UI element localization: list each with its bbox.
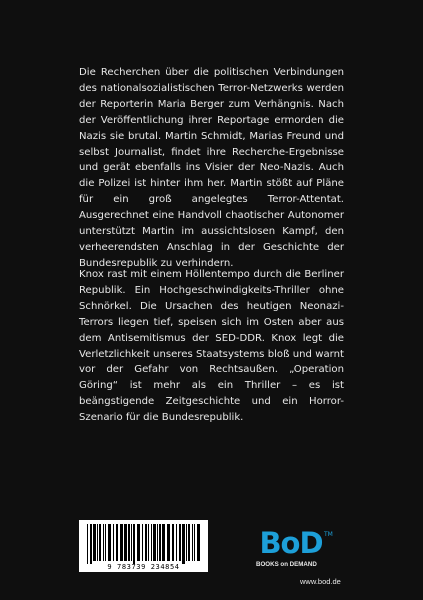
barcode-bar (131, 524, 132, 561)
barcode-bar (153, 524, 156, 561)
barcode-bar (172, 524, 174, 561)
barcode-bar (142, 524, 143, 561)
barcode-bar (188, 524, 190, 561)
barcode-bar (192, 524, 193, 561)
barcode-bar (137, 524, 140, 561)
publisher-logo (256, 526, 340, 573)
barcode-bar (99, 524, 101, 561)
barcode-bar (179, 524, 181, 561)
publisher-url: www.bod.de (300, 577, 341, 586)
barcode-bar (167, 524, 170, 561)
isbn-number: 9 783739 234854 (107, 563, 180, 571)
barcode-bar (186, 524, 187, 561)
barcode-bar (116, 524, 118, 561)
trademark-mark: TM (324, 531, 333, 538)
barcode-bar (120, 524, 123, 561)
barcode-bar (145, 524, 147, 561)
barcode-bar (148, 524, 149, 561)
barcode-bar (87, 524, 88, 564)
barcode-bar (128, 524, 130, 561)
barcode-bar (97, 524, 98, 561)
barcode-bar (197, 524, 200, 561)
barcode-bar (124, 524, 127, 561)
barcode-bar (90, 524, 92, 564)
barcode-bar (194, 524, 195, 561)
barcode-bar (93, 524, 96, 561)
isbn-barcode (79, 520, 208, 572)
barcode-bar (157, 524, 158, 561)
publisher-logo-letters: BoD (259, 526, 323, 560)
barcode-bar (182, 524, 185, 564)
barcode-bar (159, 524, 161, 561)
barcode-bar (103, 524, 104, 561)
barcode-bar (133, 524, 135, 564)
barcode-bar (176, 524, 177, 561)
barcode-bar (151, 524, 152, 561)
barcode-bar (105, 524, 106, 561)
barcode-bar (162, 524, 165, 561)
barcode-bar (113, 524, 114, 561)
blurb-paragraph-1: Die Recherchen über die politischen Verbindungen des nationalsozialistischen Terror-Netzwerks werden der Reporterin Maria Berger zum Verhängnis. Nach der Veröffentlichung ihrer Reportage ermorden die Nazis sie brutal. Martin Schmidt, Marias Freund und selbst Journalist, findet ihre Recherche-Ergebnisse und gerät ebenfalls ins Visier der Neo-Nazis. Auch die Polizei ist hinter ihm her. Martin stößt auf Pläne für ein groß angelegtes Terror-Attentat. Ausgerechnet eine Handvoll chaotischer Autonomer unterstützt Martin im aussichtslosen Kampf, den verheerendsten Anschlag in der Geschichte der Bundesrepublik zu verhindern. (79, 67, 344, 269)
publisher-tagline: BOOKS on DEMAND (256, 561, 317, 568)
blurb-paragraph-2: Knox rast mit einem Höllentempo durch die Berliner Republik. Ein Hochgeschwindigkeits-Thriller ohne Schnörkel. Die Ursachen des heutigen Neonazi-Terrors liegen tief, speisen sich im Osten aber aus dem Antisemitismus der SED-DDR. Knox legt die Verletzlichkeit unseres Staatsystems bloß und warnt vor der Gefahr von Rechtsaußen. „Operation Göring“ ist mehr als ein Thriller – es ist beängstigende Zeitgeschichte und ein Horror-Szenario für die Bundesrepublik. (79, 269, 344, 424)
barcode-bar (108, 524, 111, 561)
